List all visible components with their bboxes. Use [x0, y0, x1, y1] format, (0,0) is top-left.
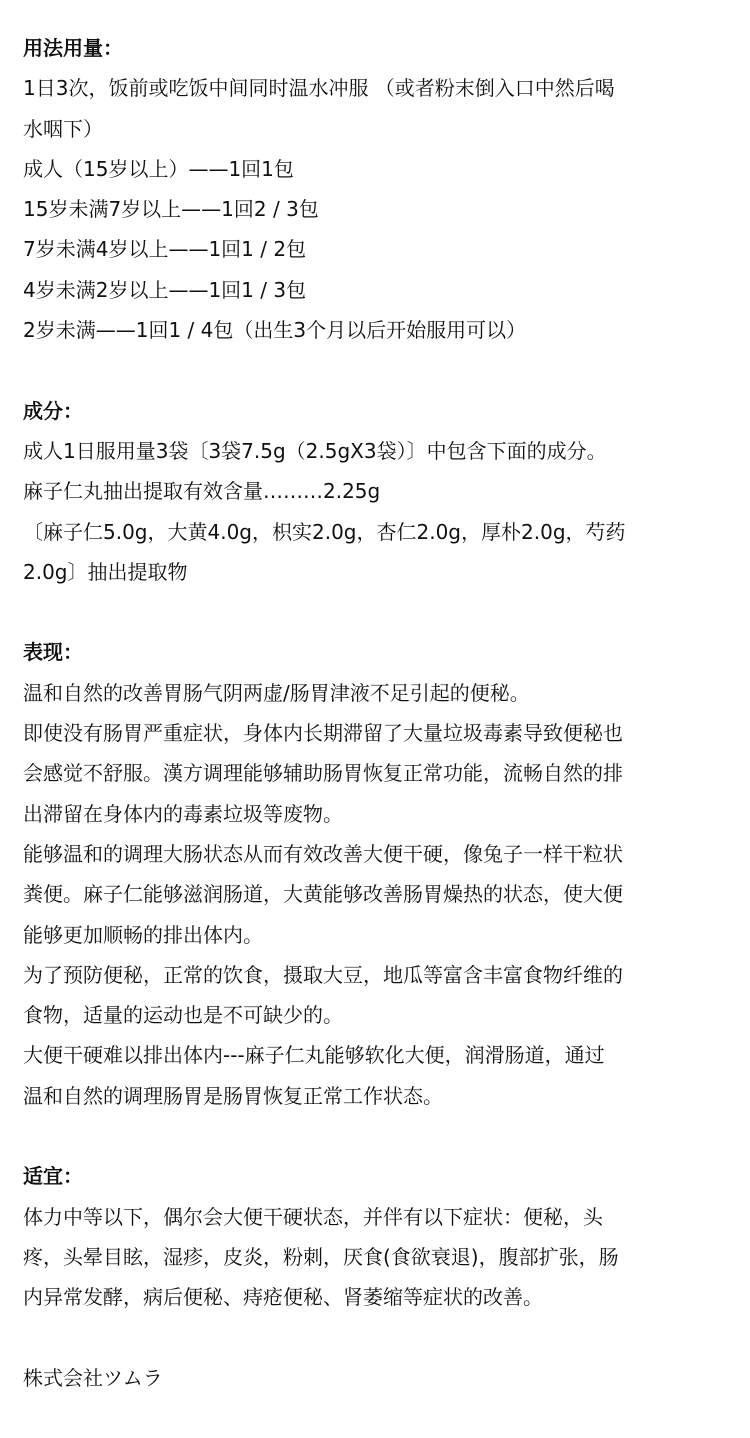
- usage-line: 水咽下）: [23, 116, 103, 141]
- ingredients-line: 〔麻子仁5.0g，大黄4.0g，枳实2.0g，杏仁2.0g，厚朴2.0g，芍药: [23, 519, 626, 544]
- effects-line: 即使没有肠胃严重症状，身体内长期滞留了大量垃圾毒素导致便秘也: [23, 721, 623, 746]
- usage-line: 1日3次，饭前或吃饭中间同时温水冲服 （或者粉末倒入口中然后喝: [23, 76, 615, 101]
- effects-section: [23, 632, 728, 1116]
- ingredients-title: 成分：: [23, 398, 83, 423]
- usage-line: 7岁未满4岁以上——1回1 / 2包: [23, 237, 307, 262]
- effects-line: 出滞留在身体内的毒素垃圾等废物。: [23, 801, 343, 826]
- ingredients-section: [23, 391, 728, 592]
- effects-line: 能够更加顺畅的排出体内。: [23, 922, 263, 947]
- effects-line: 温和自然的改善胃肠气阴两虚/肠胃津液不足引起的便秘。: [23, 680, 530, 705]
- ingredients-line: 麻子仁丸抽出提取有效含量………2.25g: [23, 479, 381, 504]
- ingredients-line: 成人1日服用量3袋〔3袋7.5g（2.5gX3袋）〕中包含下面的成分。: [23, 438, 607, 463]
- usage-section: [23, 28, 728, 350]
- suitable-title: 适宜：: [23, 1164, 83, 1189]
- usage-line: 成人（15岁以上）——1回1包: [23, 156, 294, 181]
- usage-line: 4岁未满2岁以上——1回1 / 3包: [23, 277, 307, 302]
- suitable-line: 内异常发酵，病后便秘、痔疮便秘、肾萎缩等症状的改善。: [23, 1285, 543, 1310]
- spacer: [23, 1318, 728, 1358]
- usage-title: 用法用量：: [23, 36, 123, 60]
- effects-line: 粪便。麻子仁能够滋润肠道，大黄能够改善肠胃燥热的状态，使大便: [23, 882, 623, 907]
- spacer: [23, 1116, 728, 1156]
- effects-line: 温和自然的调理肠胃是肠胃恢复正常工作状态。: [23, 1083, 443, 1108]
- product-description: [23, 28, 728, 1398]
- usage-line: 2岁未满——1回1 / 4包（出生3个月以后开始服用可以）: [23, 318, 527, 343]
- usage-line: 15岁未满7岁以上——1回2 / 3包: [23, 197, 319, 222]
- suitable-section: [23, 1156, 728, 1317]
- effects-title: 表现：: [23, 640, 83, 665]
- effects-line: 为了预防便秘，正常的饮食，摄取大豆，地瓜等富含丰富食物纤维的: [23, 962, 623, 987]
- effects-line: 会感觉不舒服。漢方调理能够辅助肠胃恢复正常功能，流畅自然的排: [23, 761, 623, 786]
- effects-line: 大便干硬难以排出体内---麻子仁丸能够软化大便，润滑肠道，通过: [23, 1043, 605, 1068]
- effects-line: 能够温和的调理大肠状态从而有效改善大便干硬，像兔子一样干粒状: [23, 841, 623, 866]
- spacer: [23, 350, 728, 390]
- ingredients-line: 2.0g〕抽出提取物: [23, 559, 188, 584]
- effects-line: 食物，适量的运动也是不可缺少的。: [23, 1003, 343, 1028]
- company-name: 株式会社ツムラ: [23, 1365, 163, 1390]
- suitable-line: 体力中等以下，偶尔会大便干硬状态，并伴有以下症状：便秘，头: [23, 1204, 603, 1229]
- spacer: [23, 592, 728, 632]
- suitable-line: 疼，头晕目眩，湿疹，皮炎，粉刺，厌食(食欲衰退)，腹部扩张，肠: [23, 1244, 619, 1269]
